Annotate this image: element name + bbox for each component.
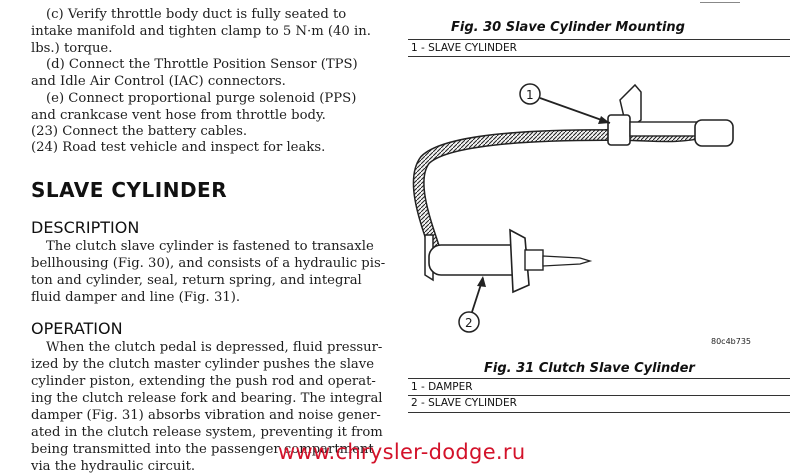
section-title: SLAVE CYLINDER <box>31 178 228 202</box>
fig31-legend-damper: 1 - DAMPER <box>411 381 473 393</box>
callout-1-leader <box>540 98 610 123</box>
description-line: The clutch slave cylinder is fastened to transaxle <box>46 239 374 254</box>
fig30-legend-item: 1 - SLAVE CYLINDER <box>411 42 517 54</box>
slave-cylinder <box>425 230 590 292</box>
operation-line: via the hydraulic circuit. <box>31 459 196 474</box>
description-heading: DESCRIPTION <box>31 218 140 237</box>
operation-heading: OPERATION <box>31 319 123 338</box>
step-24: (24) Road test vehicle and inspect for leaks. <box>31 140 326 155</box>
fig31-legend-slave: 2 - SLAVE CYLINDER <box>411 397 517 409</box>
watermark-link[interactable]: www.chrysler-dodge.ru <box>278 440 526 464</box>
fig30-rule-top <box>408 39 790 40</box>
fig30-title: Fig. 30 Slave Cylinder Mounting <box>451 20 685 35</box>
callout-2-label: 2 <box>465 316 473 330</box>
fig31-rule-bottom <box>408 412 790 413</box>
step-c-line3: lbs.) torque. <box>31 41 113 56</box>
operation-line: being transmitted into the passenger compartment <box>31 442 374 457</box>
operation-line: cylinder piston, extending the push rod and operat- <box>31 374 376 389</box>
step-c-line2: intake manifold and tighten clamp to 5 N·m (40 in. <box>31 24 371 39</box>
step-c-line1: (c) Verify throttle body duct is fully seated to <box>46 7 347 22</box>
fig31-rule-top <box>408 378 790 379</box>
fig30-rule-bottom <box>408 56 790 57</box>
operation-line: ing the clutch release fork and bearing. The integral <box>31 391 383 406</box>
braided-hose <box>419 132 705 250</box>
clutch-slave-cylinder-illustration <box>405 60 790 355</box>
step-d-line2: and Idle Air Control (IAC) connectors. <box>31 74 286 89</box>
top-rule-fragment <box>700 2 740 3</box>
operation-line: ized by the clutch master cylinder pushes the slave <box>31 357 375 372</box>
operation-line: ated in the clutch release system, preventing it from <box>31 425 383 440</box>
step-e-line2: and crankcase vent hose from throttle body. <box>31 108 326 123</box>
fig31-code: 80c4b735 <box>711 337 752 346</box>
fig31-title: Fig. 31 Clutch Slave Cylinder <box>484 361 695 376</box>
operation-line: When the clutch pedal is depressed, fluid pressur- <box>46 340 383 355</box>
step-23: (23) Connect the battery cables. <box>31 124 248 139</box>
step-e-line1: (e) Connect proportional purge solenoid (PPS) <box>46 91 357 106</box>
step-d-line1: (d) Connect the Throttle Position Sensor (TPS) <box>46 57 358 72</box>
description-line: fluid damper and line (Fig. 31). <box>31 290 241 305</box>
callout-1-label: 1 <box>526 88 534 102</box>
fig31-rule-middle <box>408 395 790 396</box>
operation-line: damper (Fig. 31) absorbs vibration and noise gener- <box>31 408 381 423</box>
description-line: bellhousing (Fig. 30), and consists of a hydraulic pis- <box>31 256 386 271</box>
description-line: ton and cylinder, seal, return spring, and integral <box>31 273 362 288</box>
